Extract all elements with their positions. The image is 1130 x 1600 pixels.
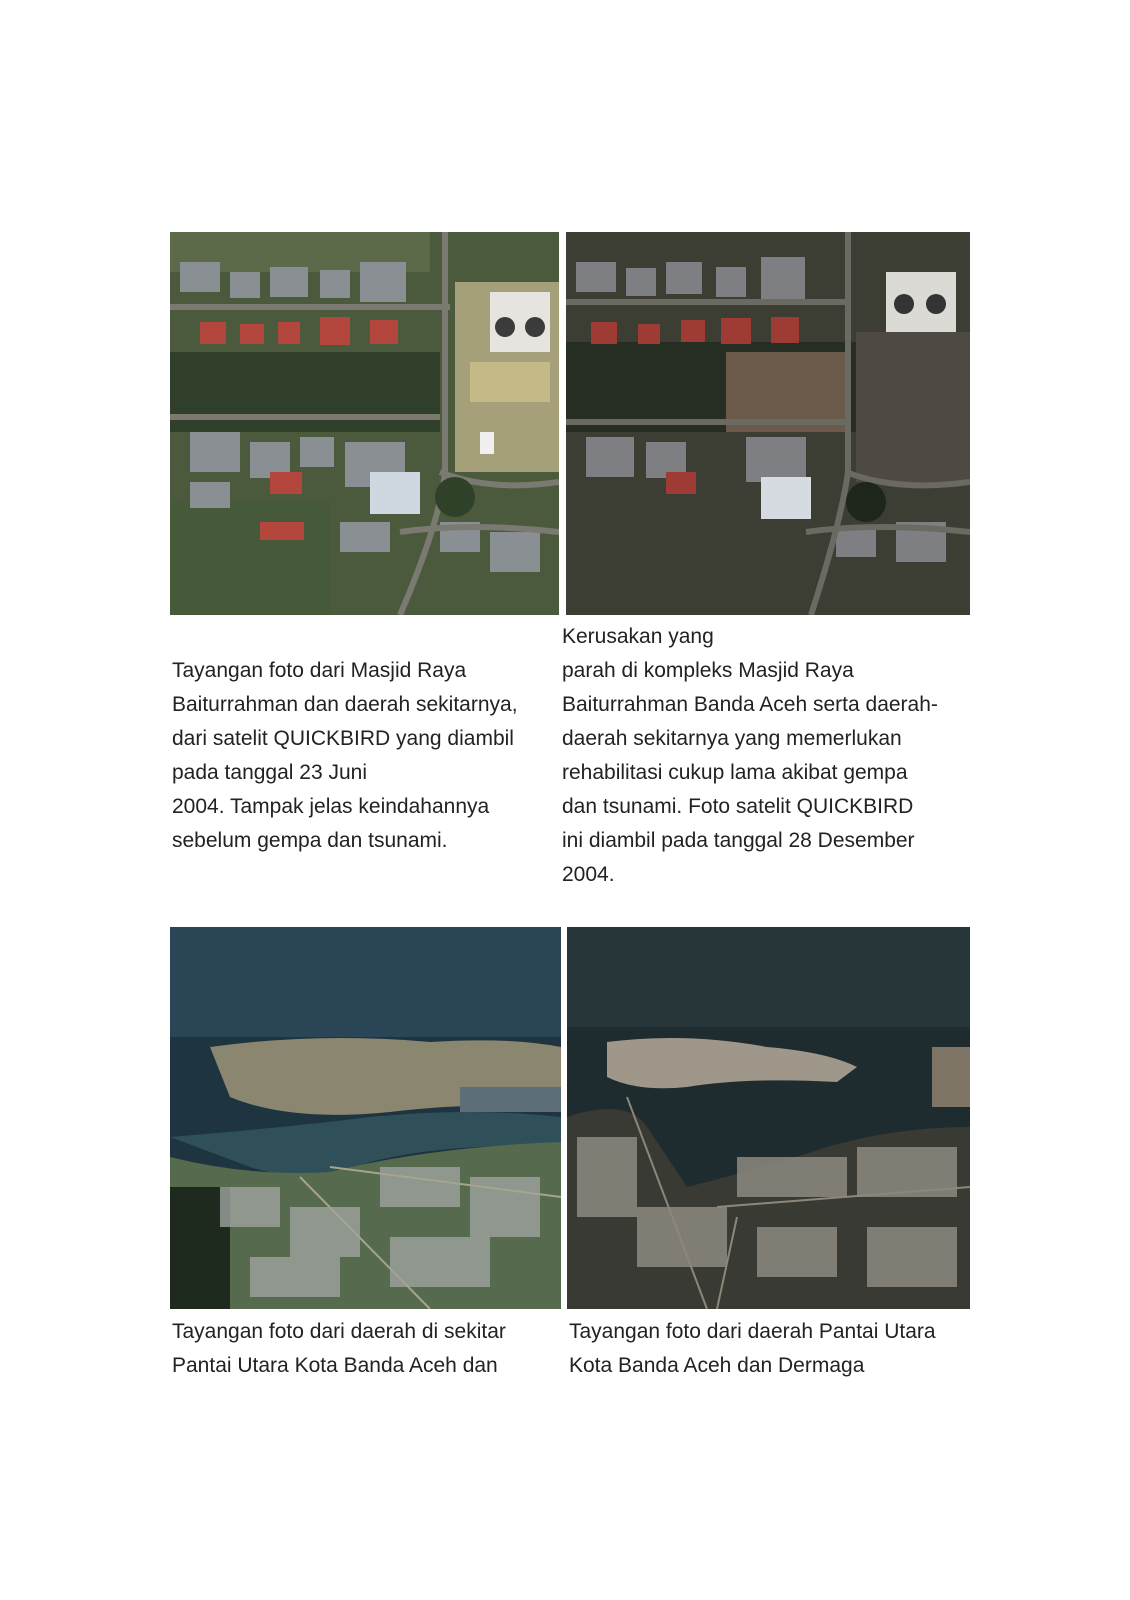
caption-masjid-raya-before: Tayangan foto dari Masjid Raya Baiturrahman dan daerah sekitarnya, dari satelit QUICKBIRD yang diambil pada tanggal 23 Juni 2004. Tampak jelas keindahannya sebelum gempa dan tsunami.: [172, 659, 518, 852]
caption-pantai-utara-before: Tayangan foto dari daerah di sekitar Pantai Utara Kota Banda Aceh dan: [172, 1320, 506, 1377]
masjid-raya-after-photo: [566, 232, 970, 615]
pantai-utara-before-photo: [170, 927, 561, 1309]
masjid-raya-before-photo: [170, 232, 559, 615]
pantai-utara-after-photo: [567, 927, 970, 1309]
caption-masjid-raya-after: Kerusakan yang parah di kompleks Masjid Raya Baiturrahman Banda Aceh serta daerah- daerah sekitarnya yang memerlukan rehabilitasi cukup lama akibat gempa dan tsunami. Foto satelit QUICKBIRD ini diambil pada tanggal 28 Desember 2004.: [562, 625, 938, 886]
caption-pantai-utara-after: Tayangan foto dari daerah Pantai Utara Kota Banda Aceh dan Dermaga: [569, 1320, 936, 1377]
